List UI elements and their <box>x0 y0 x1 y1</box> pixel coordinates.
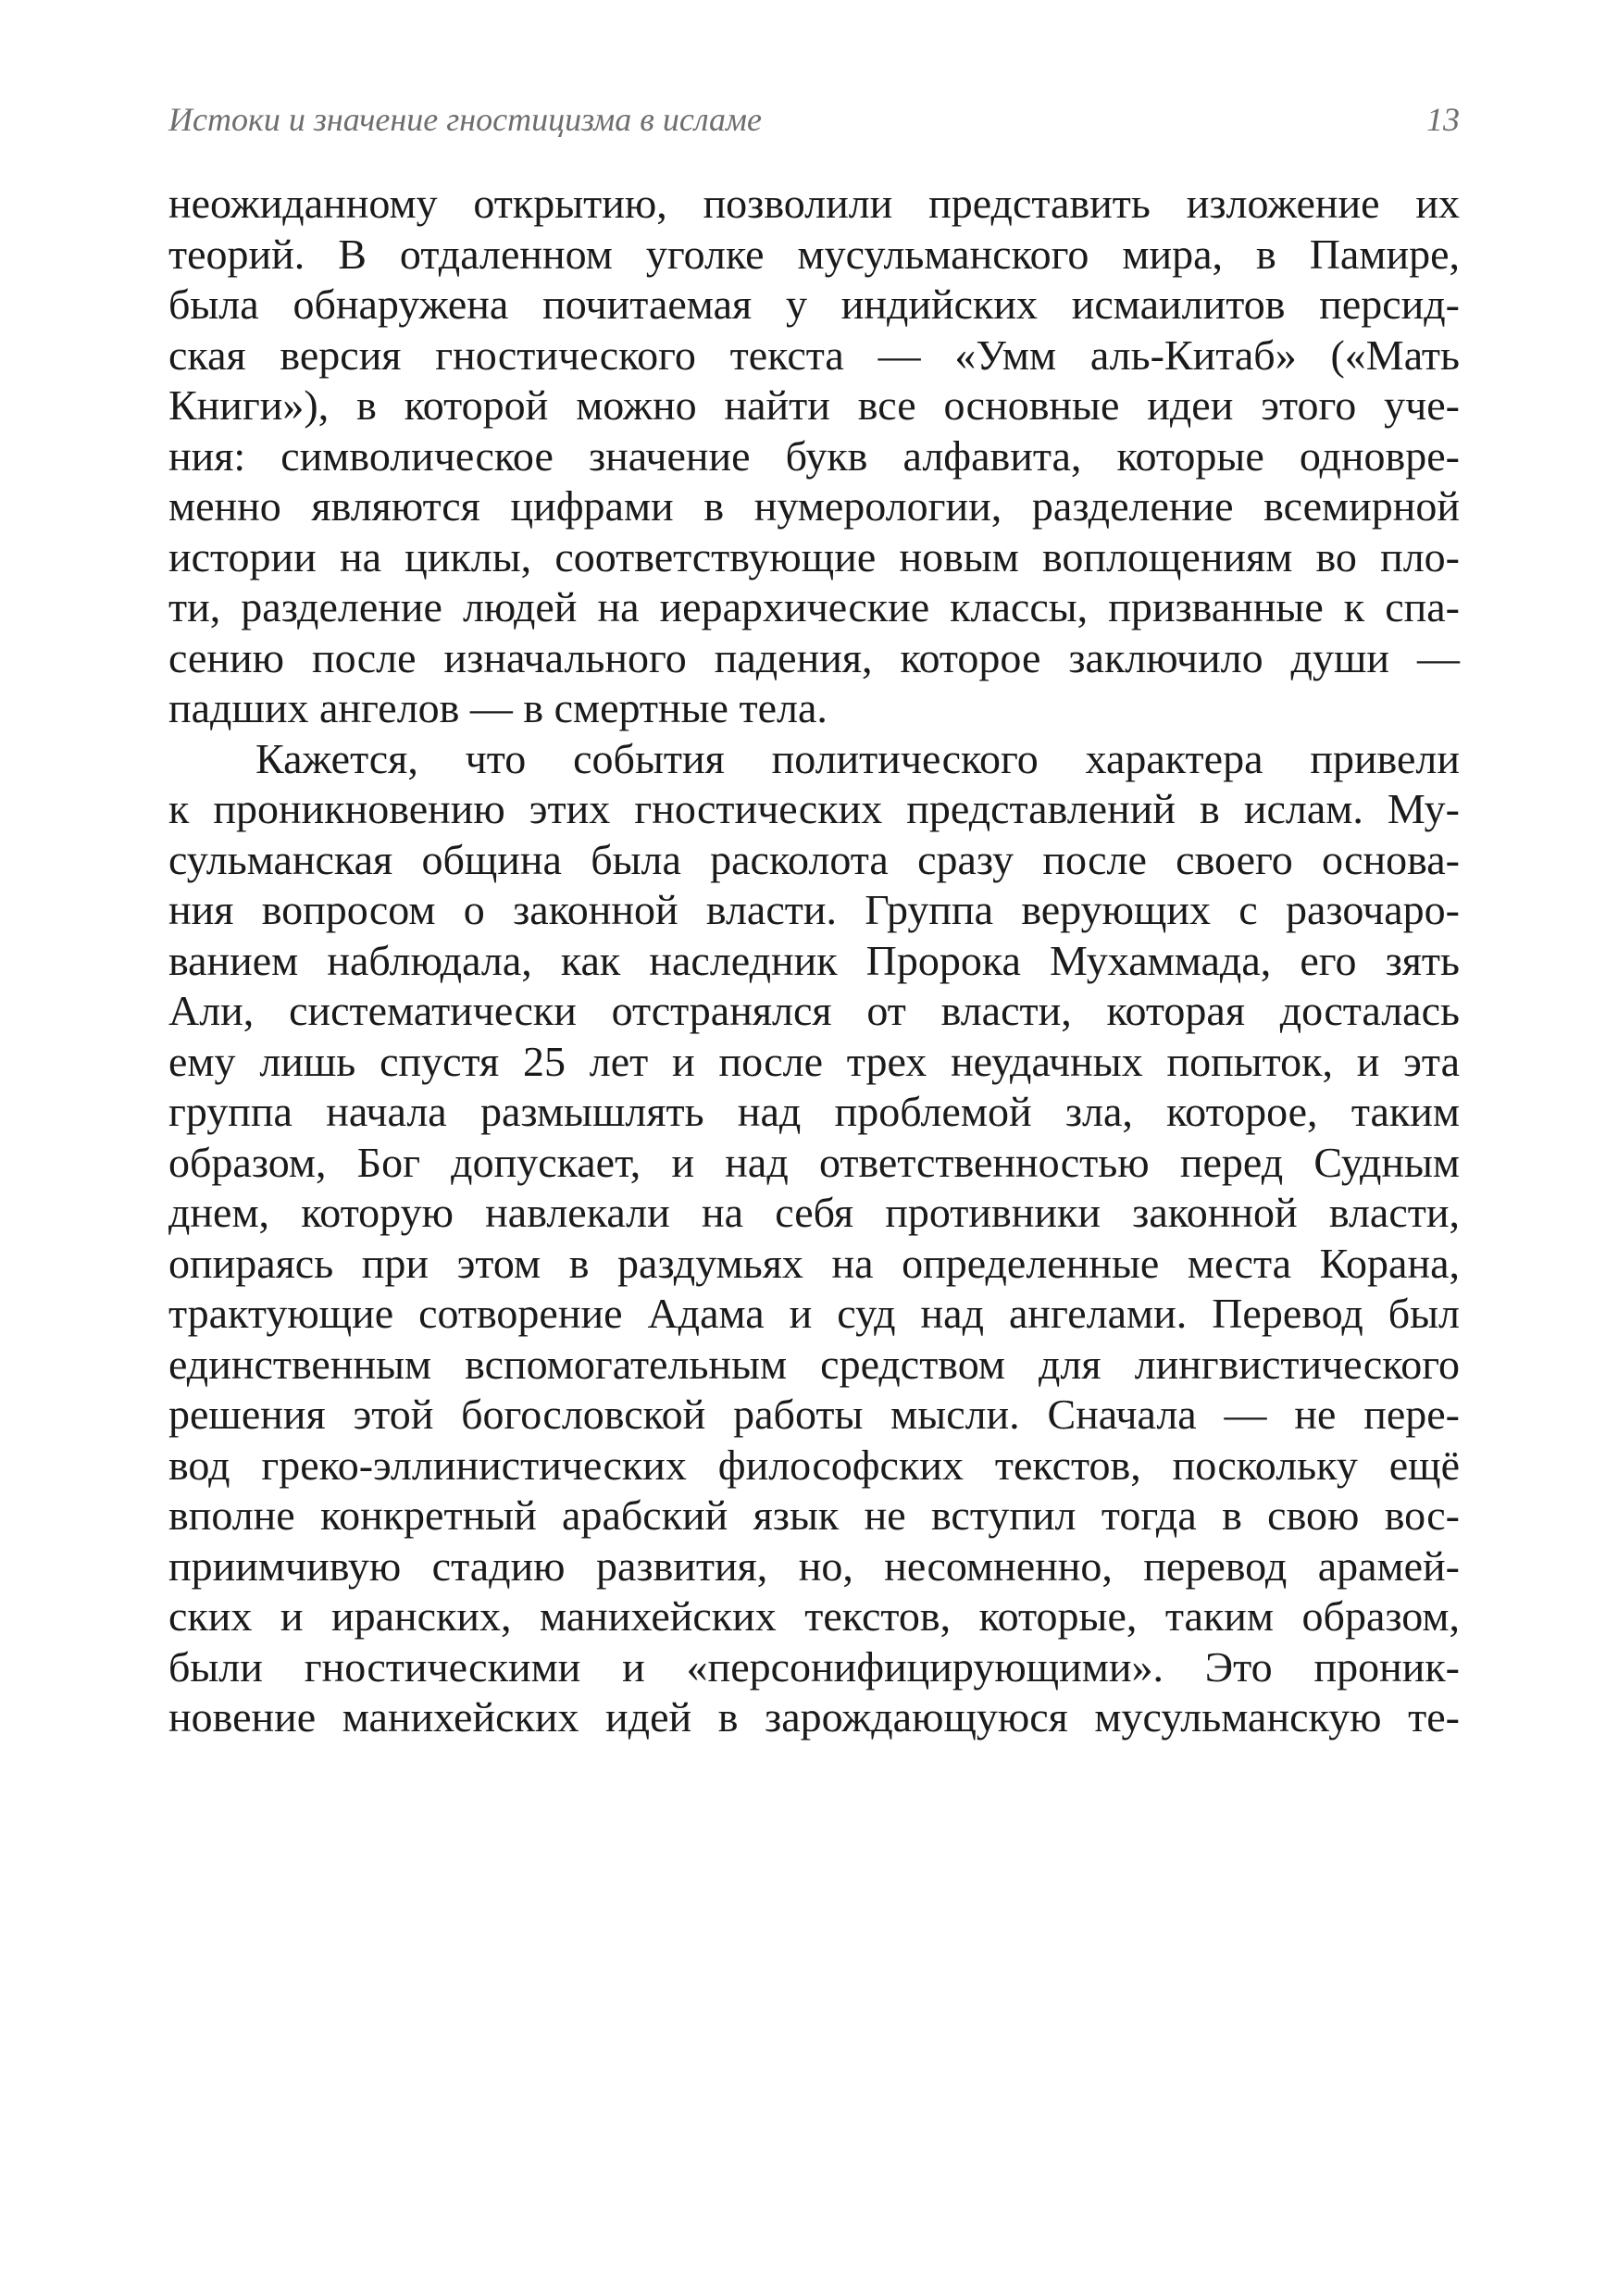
text-line: Али, систематически отстранялся от власти, которая досталась <box>168 987 1460 1034</box>
text-line: ти, разделение людей на иерархические классы, призванные к спа- <box>168 583 1460 630</box>
text-line: вод греко-эллинистических философских текстов, поскольку ещё <box>168 1441 1460 1489</box>
text-line: ская версия гностического текста — «Умм аль-Китаб» («Мать <box>168 331 1460 379</box>
text-line: ских и иранских, манихейских текстов, которые, таким образом, <box>168 1592 1460 1640</box>
text-line: группа начала размышлять над проблемой зла, которое, таким <box>168 1088 1460 1135</box>
text-line: падших ангелов — в смертные тела. <box>168 684 828 731</box>
text-line: сению после изначального падения, которое заключило души — <box>168 633 1460 681</box>
text-line: единственным вспомогательным средством для лингвистического <box>168 1340 1460 1388</box>
text-line: днем, которую навлекали на себя противники законной власти, <box>168 1189 1460 1236</box>
paragraph-2 <box>168 734 1460 1743</box>
text-line: опираясь при этом в раздумьях на определенные места Корана, <box>168 1239 1460 1287</box>
text-line: к проникновению этих гностических представлений в ислам. Му- <box>168 785 1460 832</box>
text-line: решения этой богословской работы мысли. Сначала — не пере- <box>168 1391 1460 1438</box>
text-line: новение манихейских идей в зарождающуюся мусульманскую те- <box>168 1693 1460 1741</box>
body-text <box>168 179 1460 1743</box>
paragraph-1 <box>168 179 1460 734</box>
text-line: Кажется, что события политического характера привели <box>255 734 1460 782</box>
text-line: истории на циклы, соответствующие новым воплощениям во пло- <box>168 532 1460 580</box>
page-number: 13 <box>1426 101 1460 138</box>
text-line: трактующие сотворение Адама и суд над ангелами. Перевод был <box>168 1290 1460 1337</box>
text-line: была обнаружена почитаемая у индийских исмаилитов персид- <box>168 281 1460 328</box>
running-head <box>168 100 1460 156</box>
text-line: ему лишь спустя 25 лет и после трех неудачных попыток, и эта <box>168 1037 1460 1085</box>
running-title: Истоки и значение гностицизма в исламе <box>168 101 762 138</box>
text-line: Книги»), в которой можно найти все основные идеи этого уче- <box>168 381 1460 429</box>
text-line: сульманская община была расколота сразу после своего основа- <box>168 835 1460 883</box>
text-line: ния вопросом о законной власти. Группа верующих с разочаро- <box>168 886 1460 933</box>
text-line: образом, Бог допускает, и над ответственностью перед Судным <box>168 1138 1460 1186</box>
text-line: неожиданному открытию, позволили представить изложение их <box>168 180 1460 227</box>
text-line: были гностическими и «персонифицирующими». Это проник- <box>168 1642 1460 1691</box>
text-line: теорий. В отдаленном уголке мусульманского мира, в Памире, <box>168 230 1460 278</box>
text-line: менно являются цифрами в нумерологии, разделение всемирной <box>168 482 1460 530</box>
text-line: приимчивую стадию развития, но, несомненно, перевод арамей- <box>168 1541 1460 1590</box>
text-line: ванием наблюдала, как наследник Пророка Мухаммада, его зять <box>168 936 1460 984</box>
text-line: вполне конкретный арабский язык не вступил тогда в свою вос- <box>168 1491 1460 1539</box>
text-line: ния: символическое значение букв алфавита, которые одновре- <box>168 431 1460 480</box>
